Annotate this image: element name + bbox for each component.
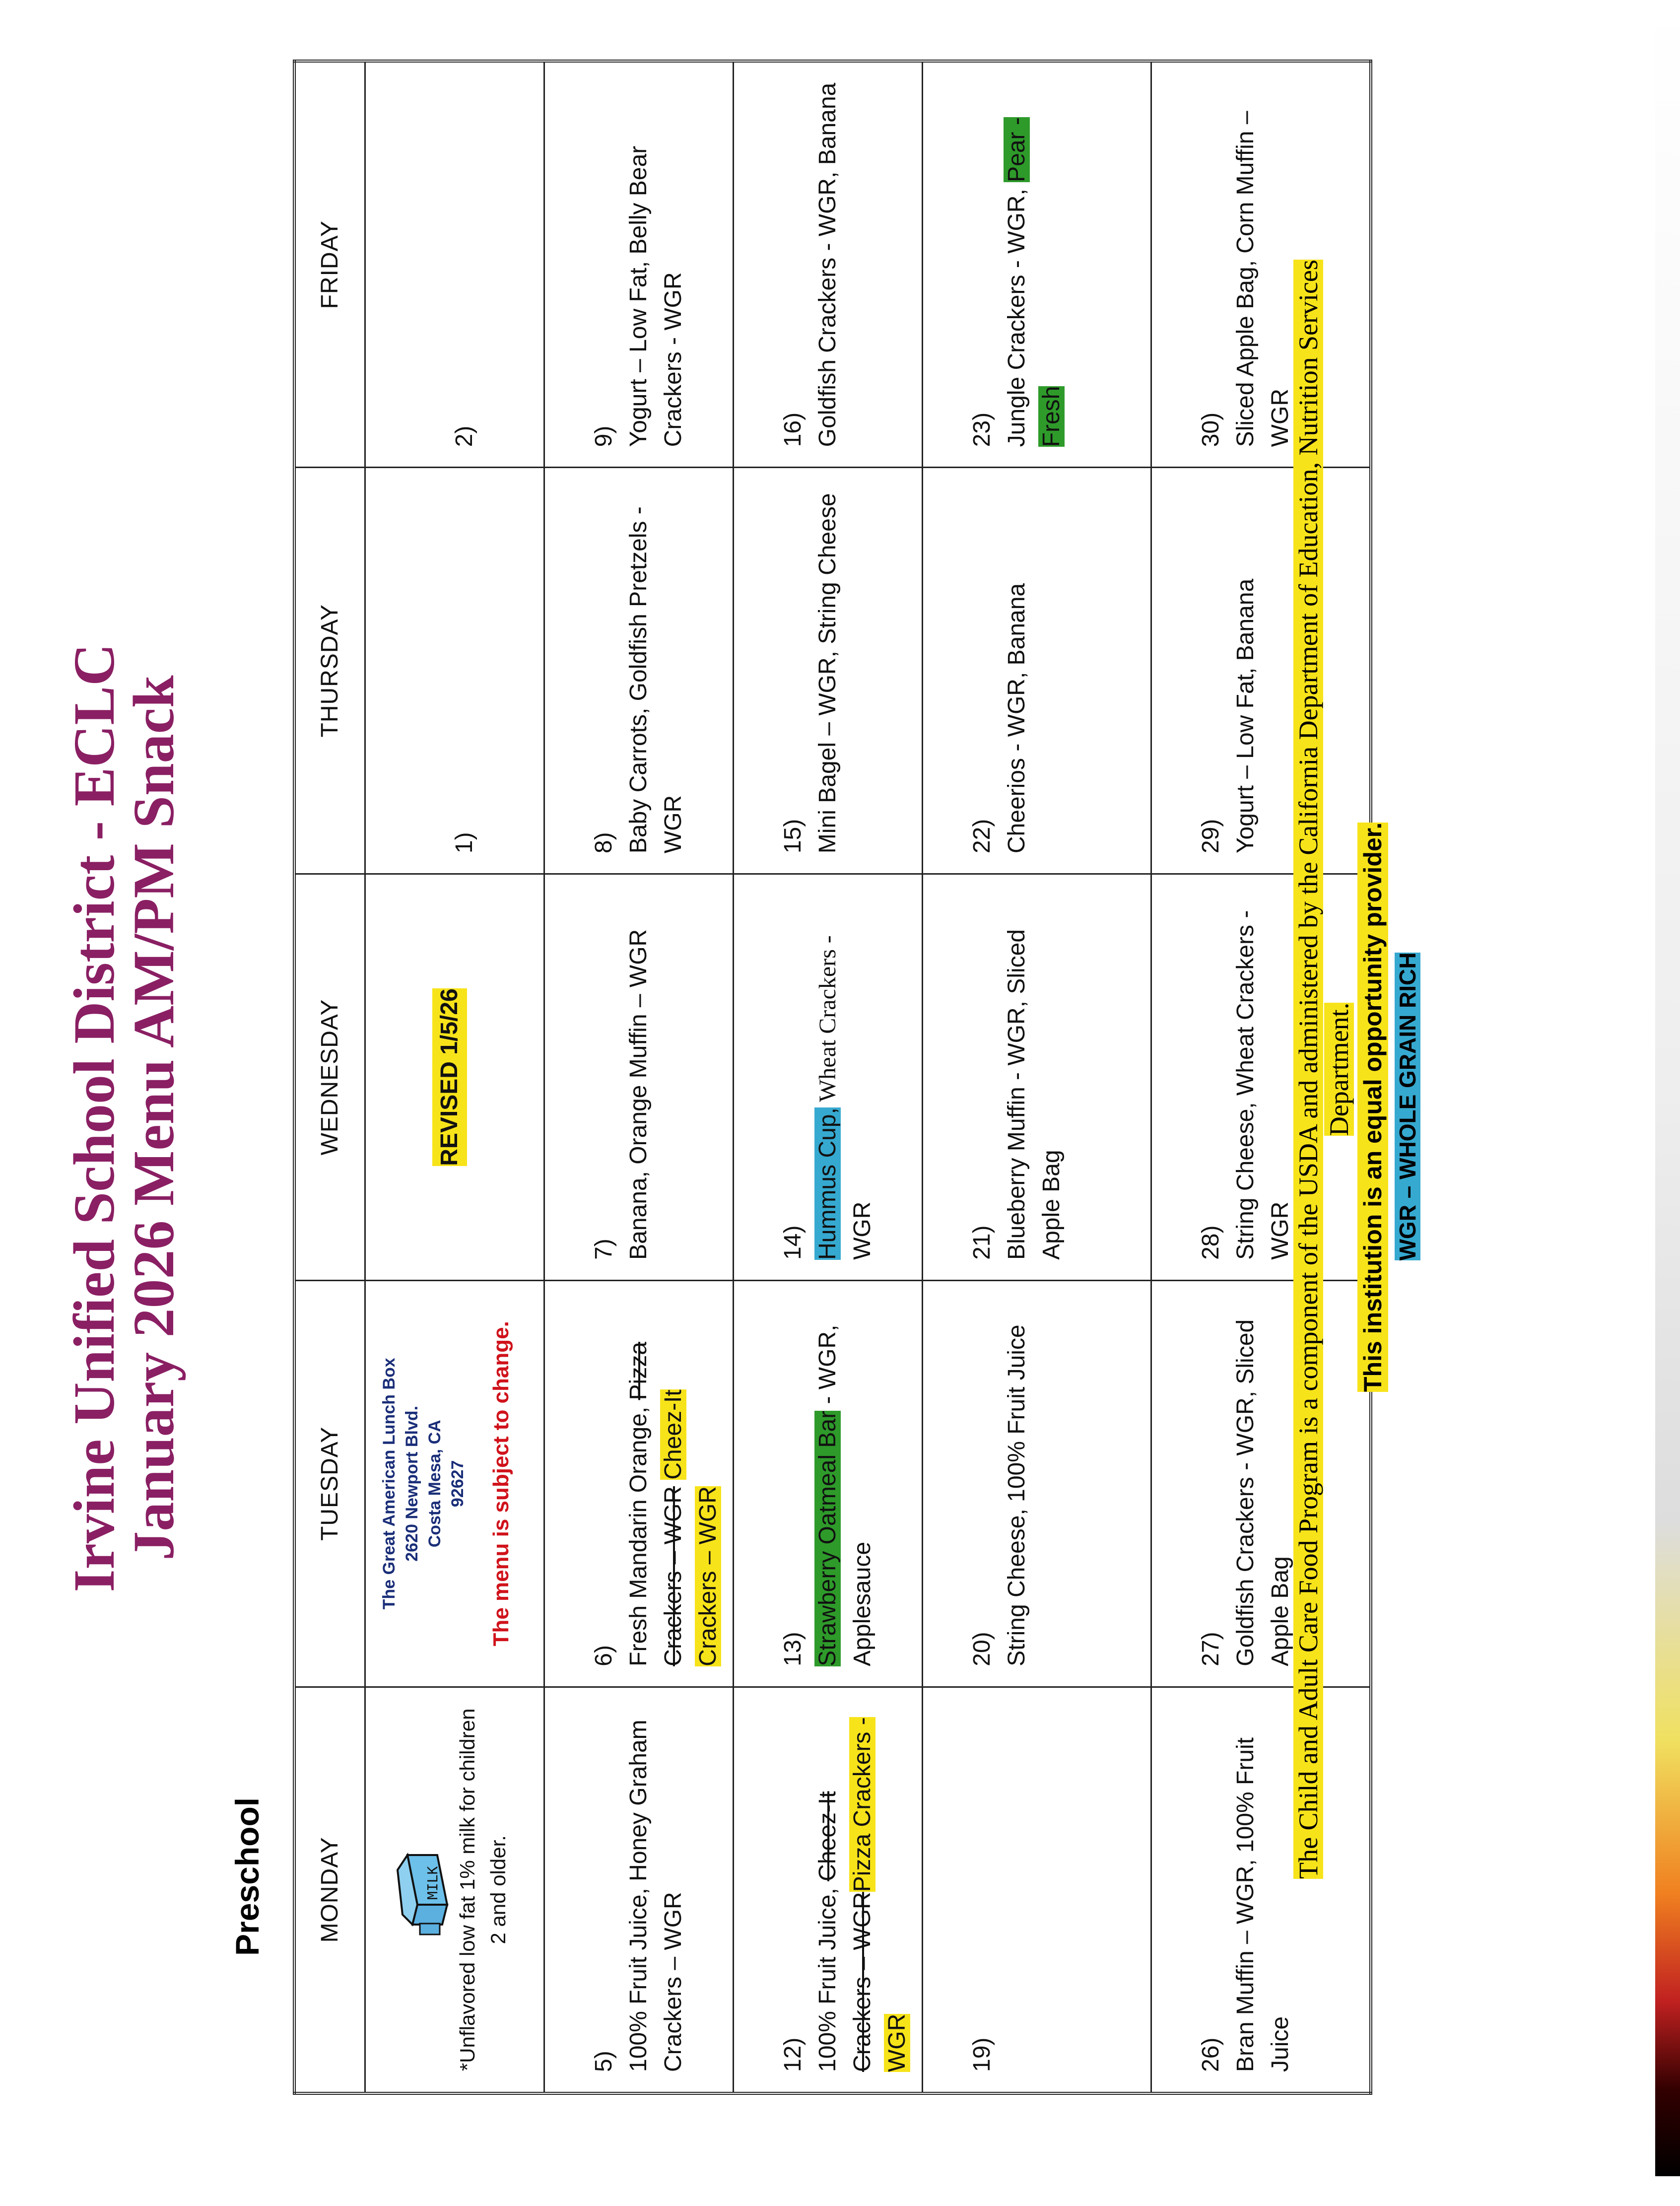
day-number: 7)	[591, 1239, 617, 1260]
menu-item-text	[660, 1480, 686, 1486]
day-cell	[734, 1687, 923, 2093]
day-number: 19)	[969, 2037, 995, 2072]
menu-item-text: Strawberry Oatmeal Bar	[814, 1410, 841, 1666]
vendor-zip: 92627	[448, 1460, 467, 1508]
menu-item-text: Cheerios - WGR, Banana	[1004, 583, 1030, 854]
day-cell	[923, 1280, 1151, 1687]
week-row	[734, 61, 923, 2093]
menu-item-text: Bran Muffin – WGR, 100% Fruit Juice	[1232, 1737, 1293, 2072]
vendor-city: Costa Mesa, CA	[425, 1420, 444, 1548]
milk-note: *Unflavored low fat 1% milk for children 2 and older.	[456, 1708, 510, 2071]
menu-items	[1228, 1708, 1298, 2072]
menu-item-text: Baby Carrots, Goldfish Pretzels - WGR	[625, 506, 686, 854]
menu-item-text: String Cheese, 100% Fruit Juice	[1004, 1324, 1030, 1666]
day-header: TUESDAY	[294, 1280, 365, 1687]
menu-items	[1228, 82, 1298, 447]
day-number: 6)	[591, 1645, 617, 1666]
menu-item-text: Wheat Crackers -	[814, 935, 841, 1108]
menu-item-text: Cheez-It Crackers – WGR	[660, 1389, 721, 1666]
menu-item-text: Pizza Crackers - WGR	[849, 1717, 910, 2072]
day-cell	[923, 1687, 1151, 2093]
menu-item-text: Yogurt – Low Fat, Belly Bear Crackers - WGR	[625, 145, 686, 447]
day-number: 2)	[451, 425, 477, 447]
menu-items	[810, 82, 845, 447]
usda-text: The Child and Adult Care Food Program is a component of the USDA and administered by the California Department of Education, Nutrition Services Department.	[1293, 260, 1354, 1879]
day-cell	[734, 874, 923, 1281]
day-number: 26)	[1198, 2037, 1224, 2072]
day-cell	[923, 468, 1151, 874]
revised-badge: REVISED 1/5/26	[432, 988, 467, 1166]
menu-items	[1000, 895, 1069, 1260]
week-row	[923, 61, 1151, 2093]
menu-item-text: Mini Bagel – WGR, String Cheese	[814, 493, 841, 854]
day-header: WEDNESDAY	[294, 874, 365, 1281]
menu-item-text: Sliced Apple Bag, Corn Muffin – WGR	[1232, 111, 1293, 447]
change-note: The menu is subject to change.	[489, 1321, 513, 1647]
menu-items	[621, 1708, 691, 2072]
wgr-legend	[1392, 821, 1423, 1392]
day-cell	[544, 1280, 734, 1687]
day-header: FRIDAY	[294, 61, 365, 468]
menu-items	[810, 1301, 880, 1666]
equal-opportunity-statement: This institution is an equal opportunity provider.	[1357, 823, 1388, 1392]
menu-items	[1228, 1301, 1298, 1666]
day-number: 27)	[1198, 1632, 1224, 1666]
header-row	[294, 61, 365, 2093]
menu-item-text: Cheez-It Crackers – WGR	[814, 1791, 875, 2072]
day-number: 5)	[591, 2051, 617, 2072]
menu-item-text: WGR	[849, 1201, 875, 1260]
menu-items	[810, 895, 880, 1260]
day-number: 12)	[780, 2037, 806, 2072]
day-cell	[923, 874, 1151, 1281]
day-cell	[365, 468, 544, 874]
day-number: 14)	[780, 1225, 806, 1260]
day-number: 22)	[969, 819, 995, 854]
day-number: 20)	[969, 1632, 995, 1666]
day-cell	[923, 61, 1151, 468]
info-row	[365, 61, 544, 2093]
vendor-street: 2620 Newport Blvd.	[403, 1405, 421, 1562]
day-number: 1)	[451, 832, 477, 854]
title-menu: January 2026 Menu AM/PM Snack	[121, 675, 186, 1561]
menu-items	[1000, 82, 1069, 447]
menu-item-text: Pizza Crackers – WGR	[625, 1342, 686, 1666]
menu-item-text: Jungle Crackers - WGR,	[1004, 182, 1030, 447]
day-number: 29)	[1198, 819, 1224, 854]
day-cell	[544, 874, 734, 1281]
address-cell	[365, 1280, 544, 1687]
menu-item-text: Hummus Cup,	[814, 1107, 841, 1260]
menu-table	[293, 60, 1372, 2095]
day-number: 23)	[969, 412, 995, 447]
wgr-legend-text: WGR – WHOLE GRAIN RICH	[1395, 952, 1420, 1261]
menu-items	[1000, 488, 1034, 853]
vendor-name: The Great American Lunch Box	[380, 1358, 399, 1610]
day-number: 28)	[1198, 1225, 1224, 1260]
menu-items	[621, 895, 656, 1260]
milk-cell	[365, 1687, 544, 2093]
day-cell	[544, 468, 734, 874]
menu-items	[1228, 488, 1263, 853]
menu-items	[1000, 1301, 1034, 1666]
scan-edge-artifact	[1655, 0, 1680, 2176]
day-cell	[734, 61, 923, 468]
milk-label: MILK	[424, 1866, 441, 1900]
day-cell	[544, 1687, 734, 2093]
day-cell	[734, 1280, 923, 1687]
menu-item-text: Pear - Fresh	[1004, 117, 1065, 447]
day-cell	[544, 61, 734, 468]
day-number: 16)	[780, 412, 806, 447]
week-row	[544, 61, 734, 2093]
section-label: Preschool	[229, 1797, 266, 1956]
usda-statement	[1293, 250, 1354, 1888]
menu-items	[1228, 895, 1298, 1260]
menu-item-text: Goldfish Crackers - WGR, Banana	[814, 82, 841, 447]
menu-items	[621, 1301, 726, 1666]
menu-items	[810, 488, 845, 853]
menu-item-text: Banana, Orange Muffin – WGR	[625, 929, 652, 1260]
menu-items	[621, 82, 691, 447]
menu-item-text: - WGR, Applesauce	[814, 1324, 875, 1666]
day-number: 13)	[780, 1632, 806, 1666]
menu-items	[810, 1708, 915, 2072]
menu-item-text: String Cheese, Wheat Crackers - WGR	[1232, 910, 1293, 1260]
day-number: 15)	[780, 819, 806, 854]
menu-item-text: Fresh Mandarin Orange,	[625, 1400, 652, 1666]
title-district: Irvine Unified School District - ECLC	[62, 643, 127, 1592]
day-number: 21)	[969, 1225, 995, 1260]
milk-carton-icon	[378, 1840, 452, 1939]
day-header: MONDAY	[294, 1687, 365, 2093]
menu-items	[621, 488, 691, 853]
day-cell	[365, 61, 544, 468]
menu-item-text: Blueberry Muffin - WGR, Sliced Apple Bag	[1004, 929, 1065, 1260]
menu-item-text: 100% Fruit Juice,	[814, 1881, 841, 2072]
menu-item-text: 100% Fruit Juice, Honey Graham Crackers – WGR	[625, 1720, 686, 2072]
revised-cell	[365, 874, 544, 1281]
menu-item-text: Yogurt – Low Fat, Banana	[1232, 578, 1259, 854]
day-cell	[734, 468, 923, 874]
day-number: 30)	[1198, 412, 1224, 447]
day-number: 9)	[591, 425, 617, 447]
day-header: THURSDAY	[294, 468, 365, 874]
day-number: 8)	[591, 832, 617, 854]
menu-item-text: Goldfish Crackers - WGR, Sliced Apple Bag	[1232, 1319, 1293, 1666]
